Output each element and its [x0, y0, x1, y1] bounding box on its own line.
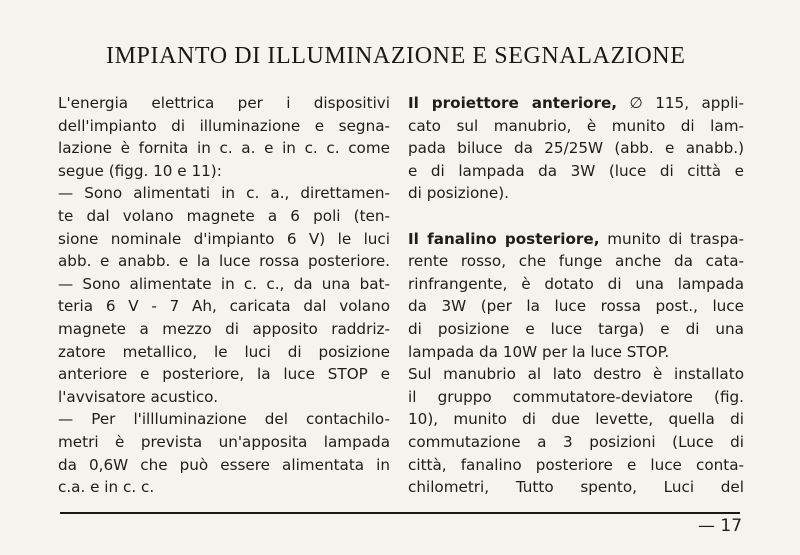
paragraph-headline-line [408, 228, 744, 251]
text-line: lampada da 10W per la luce STOP. [408, 342, 670, 361]
text-line: segue (figg. 10 e 11): [58, 161, 222, 180]
text-fragment: ∅ 115, appli- [617, 94, 744, 112]
paragraph-headline-line [408, 92, 744, 115]
text-line: metri è prevista un'apposita lampada [58, 432, 390, 451]
text-line: anteriore e posteriore, la luce STOP e [58, 365, 390, 384]
text-line: chilometri, Tutto spento, Luci del [408, 478, 744, 497]
text-line: — Per l'illluminazione del contachilo- [58, 410, 390, 429]
text-line: di posizione e luce targa) e di una [408, 319, 744, 338]
text-line: — Sono alimentate in c. c., da una bat- [58, 274, 390, 293]
text-line: te dal volano magnete a 6 poli (ten- [58, 206, 390, 225]
text-line: magnete a mezzo di apposito raddriz- [58, 319, 390, 338]
text-line: sione nominale d'impianto 6 V) le luci [58, 229, 390, 248]
footer-rule [60, 512, 740, 514]
left-column [58, 92, 390, 499]
fanalino-heading: Il fanalino posteriore, [408, 229, 600, 248]
text-line: dell'impianto di illuminazione e segna- [58, 116, 390, 135]
text-line: — Sono alimentati in c. a., direttamen- [58, 184, 390, 203]
text-line: da 3W (per la luce rossa post., luce [408, 297, 744, 316]
text-line: l'avvisatore acustico. [58, 387, 219, 406]
page-number: — 17 [698, 516, 743, 536]
text-line: pada biluce da 25/25W (abb. e anabb.) [408, 139, 744, 158]
right-column [408, 92, 744, 499]
text-line: teria 6 V - 7 Ah, caricata dal volano [58, 297, 390, 316]
proiettore-heading: Il proiettore anteriore, [408, 94, 618, 112]
text-line: rinfrangente, è dotato di una lampada [408, 274, 744, 293]
text-line: abb. e anabb. e la luce rossa posteriore. [58, 252, 390, 271]
page-title: IMPIANTO DI ILLUMINAZIONE E SEGNALAZIONE [106, 43, 686, 69]
text-line: da 0,6W che può essere alimentata in [58, 455, 390, 474]
text-line: c.a. e in c. c. [58, 478, 155, 497]
text-line: Sul manubrio al lato destro è installato [408, 365, 744, 384]
text-line: L'energia elettrica per i dispositivi [58, 94, 390, 112]
text-line: e di lampada da 3W (luce di città e [408, 161, 744, 180]
text-line: di posizione). [408, 184, 509, 203]
text-line: lazione è fornita in c. a. e in c. c. come [58, 139, 390, 158]
text-line: città, fanalino posteriore e luce conta- [408, 455, 744, 474]
text-line: 10), munito di due levette, quella di [408, 410, 744, 429]
text-line: rente rosso, che funge anche da cata- [408, 252, 744, 271]
text-line: il gruppo commutatore-deviatore (fig. [408, 387, 744, 406]
paragraph-gap [408, 205, 744, 228]
text-line: cato sul manubrio, è munito di lam- [408, 116, 744, 135]
text-line: commutazione a 3 posizioni (Luce di [408, 432, 744, 451]
text-fragment: munito di traspa- [599, 229, 744, 248]
text-line: zatore metallico, le luci di posizione [58, 342, 390, 361]
